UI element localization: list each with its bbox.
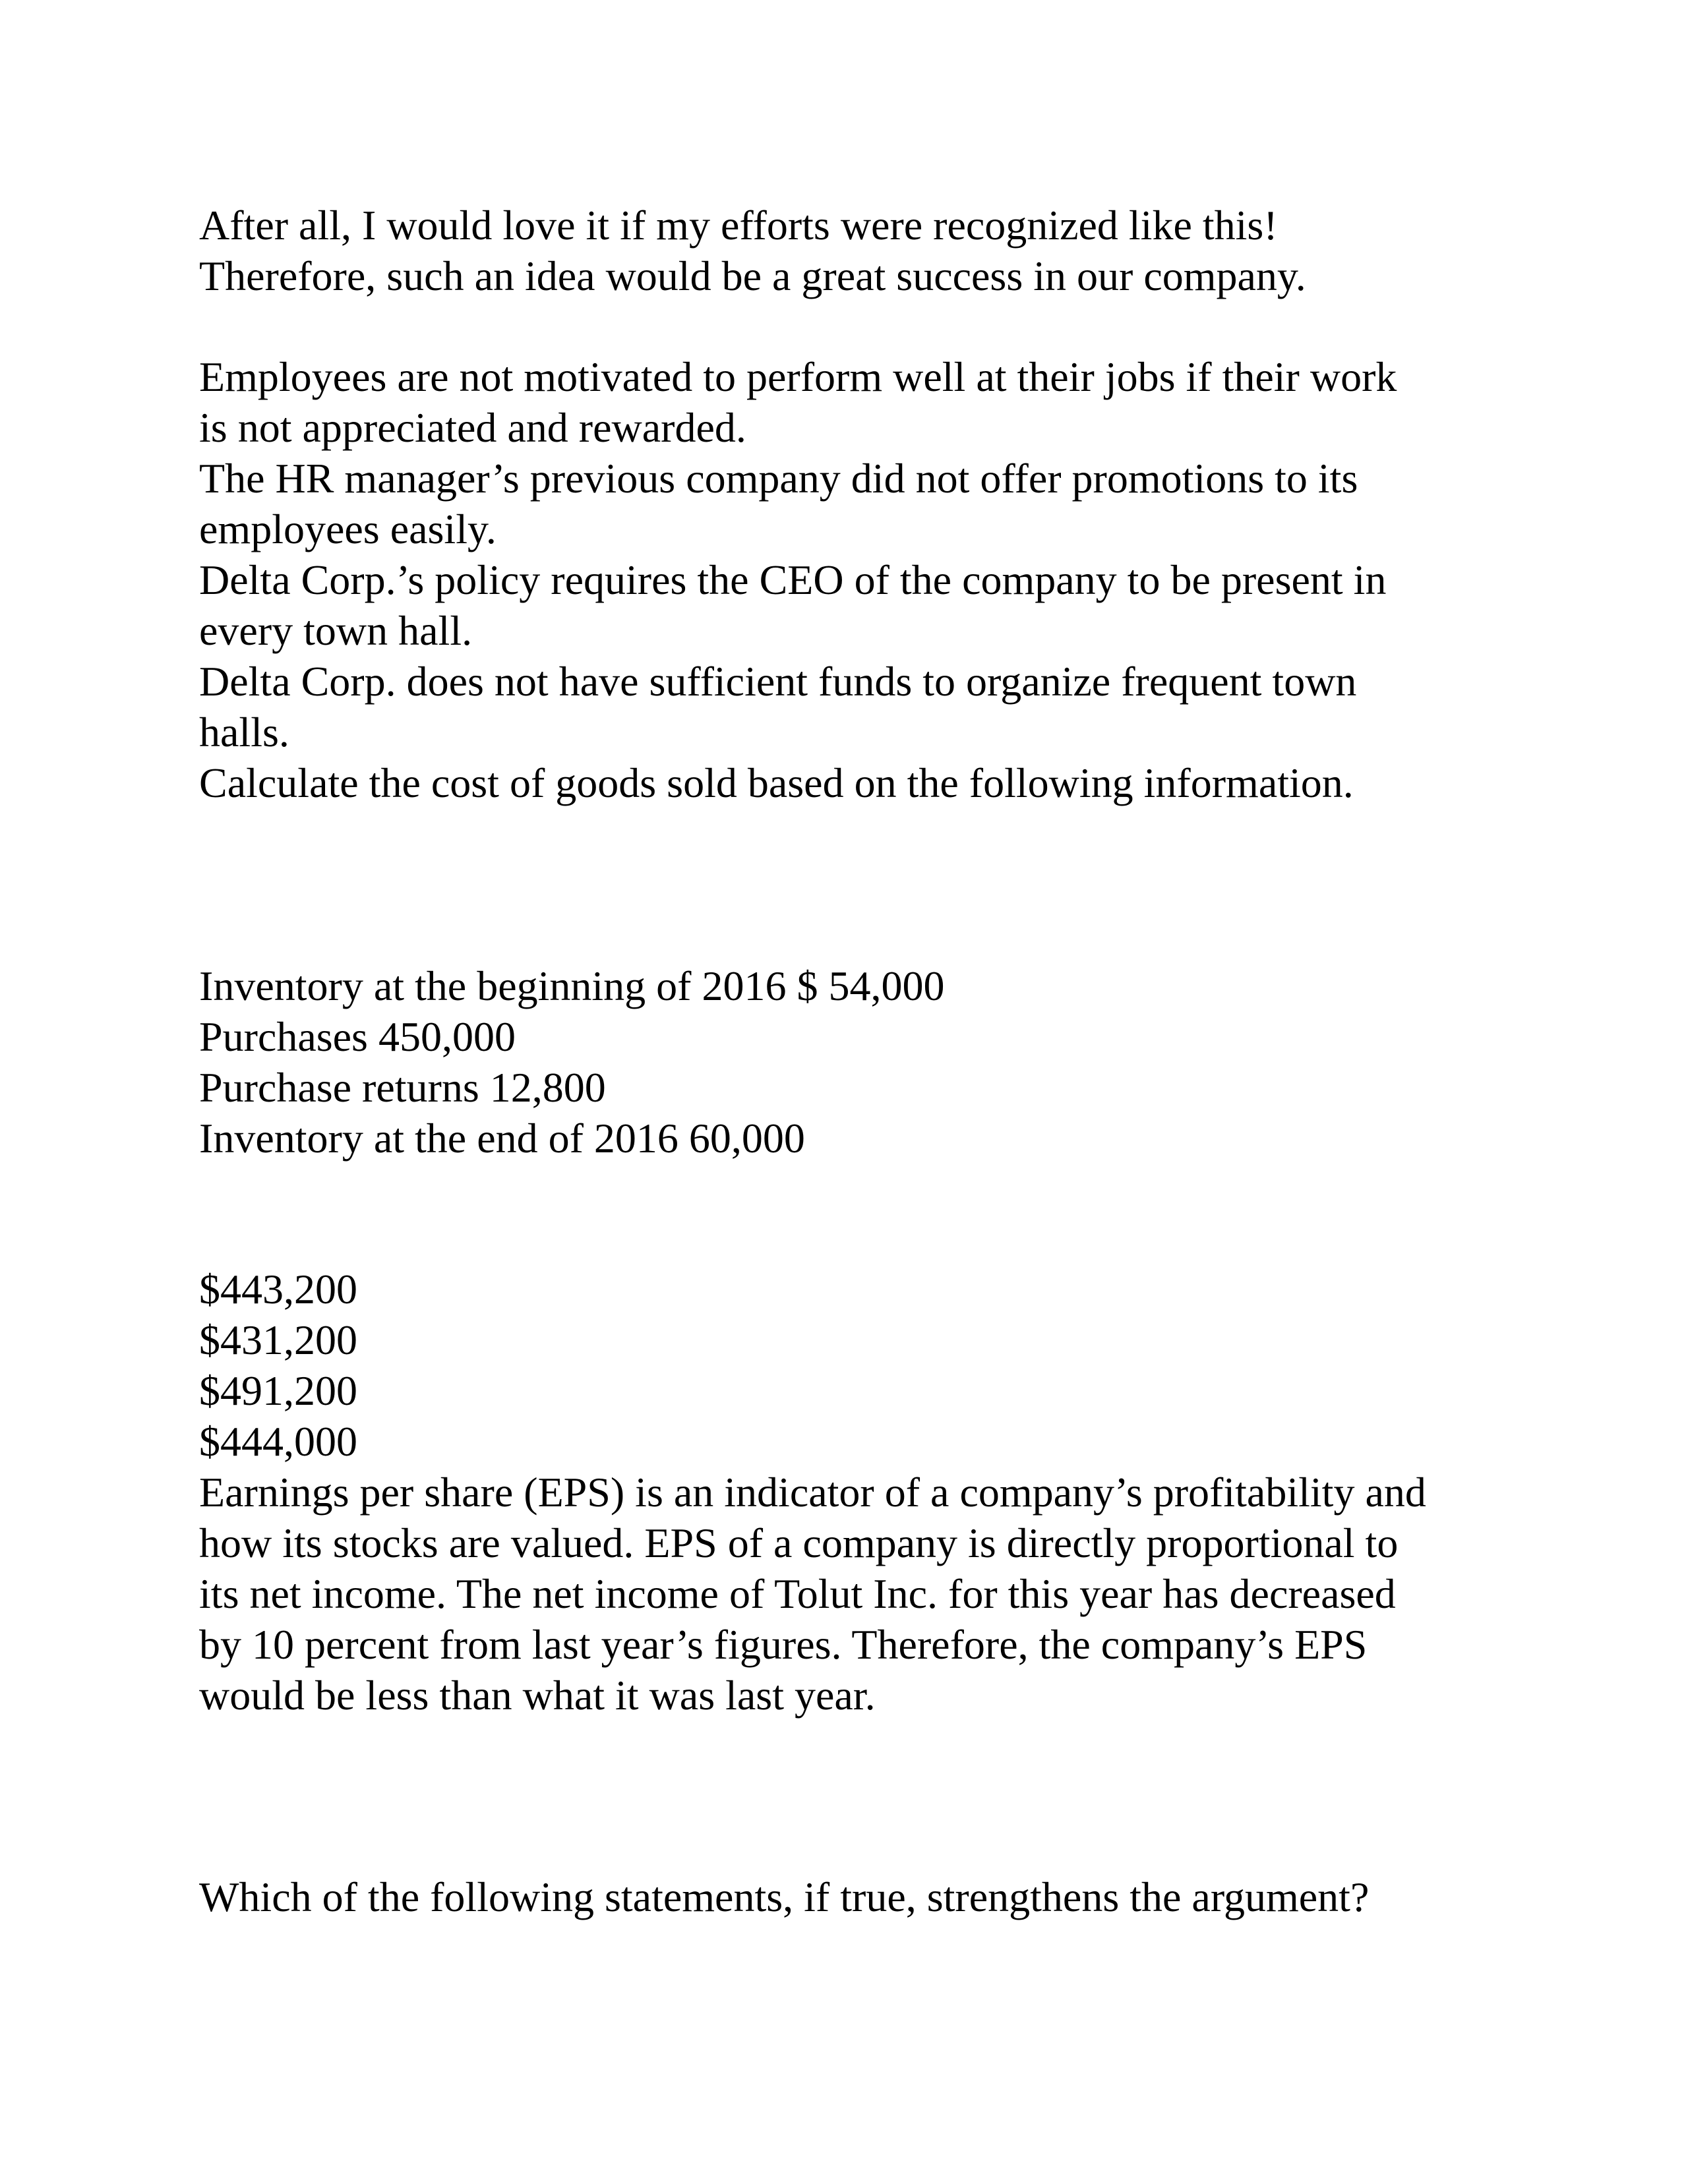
text-line: The HR manager’s previous company did not offer promotions to its [199,455,1358,502]
inventory-line: Inventory at the beginning of 2016 $ 54,000 [199,962,945,1009]
inventory-data [199,960,1518,1164]
text-line: employees easily. [199,506,497,552]
inventory-line: Purchase returns 12,800 [199,1064,606,1111]
paragraph-options-and-question [199,351,1518,808]
text-line: After all, I would love it if my efforts were recognized like this! [199,202,1278,249]
text-line: Delta Corp. does not have sufficient funds to organize frequent town [199,658,1357,705]
text-line: Therefore, such an idea would be a great success in our company. [199,252,1306,299]
text-line: halls. [199,709,289,755]
text-line: would be less than what it was last year. [199,1672,876,1719]
text-line: how its stocks are valued. EPS of a company is directly proportional to [199,1520,1399,1566]
text-line: its net income. The net income of Tolut Inc. for this year has decreased [199,1570,1396,1617]
answer-option: $491,200 [199,1367,357,1414]
text-line: Which of the following statements, if true, strengthens the argument? [199,1874,1370,1920]
text-line: Calculate the cost of goods sold based on the following information. [199,759,1354,806]
answer-option: $431,200 [199,1316,357,1363]
text-line: Earnings per share (EPS) is an indicator of a company’s profitability and [199,1469,1426,1516]
text-line: every town hall. [199,607,473,654]
answer-options-and-eps-passage [199,1264,1518,1721]
inventory-line: Purchases 450,000 [199,1013,516,1060]
text-line: is not appreciated and rewarded. [199,404,746,451]
text-line: by 10 percent from last year’s figures. Therefore, the company’s EPS [199,1621,1368,1668]
inventory-line: Inventory at the end of 2016 60,000 [199,1115,805,1162]
answer-option: $443,200 [199,1266,357,1313]
text-line: Delta Corp.’s policy requires the CEO of the company to be present in [199,556,1387,603]
question-prompt [199,1872,1518,1922]
text-line: Employees are not motivated to perform well at their jobs if their work [199,353,1397,400]
answer-option: $444,000 [199,1418,357,1465]
paragraph-conclusion [199,200,1518,301]
